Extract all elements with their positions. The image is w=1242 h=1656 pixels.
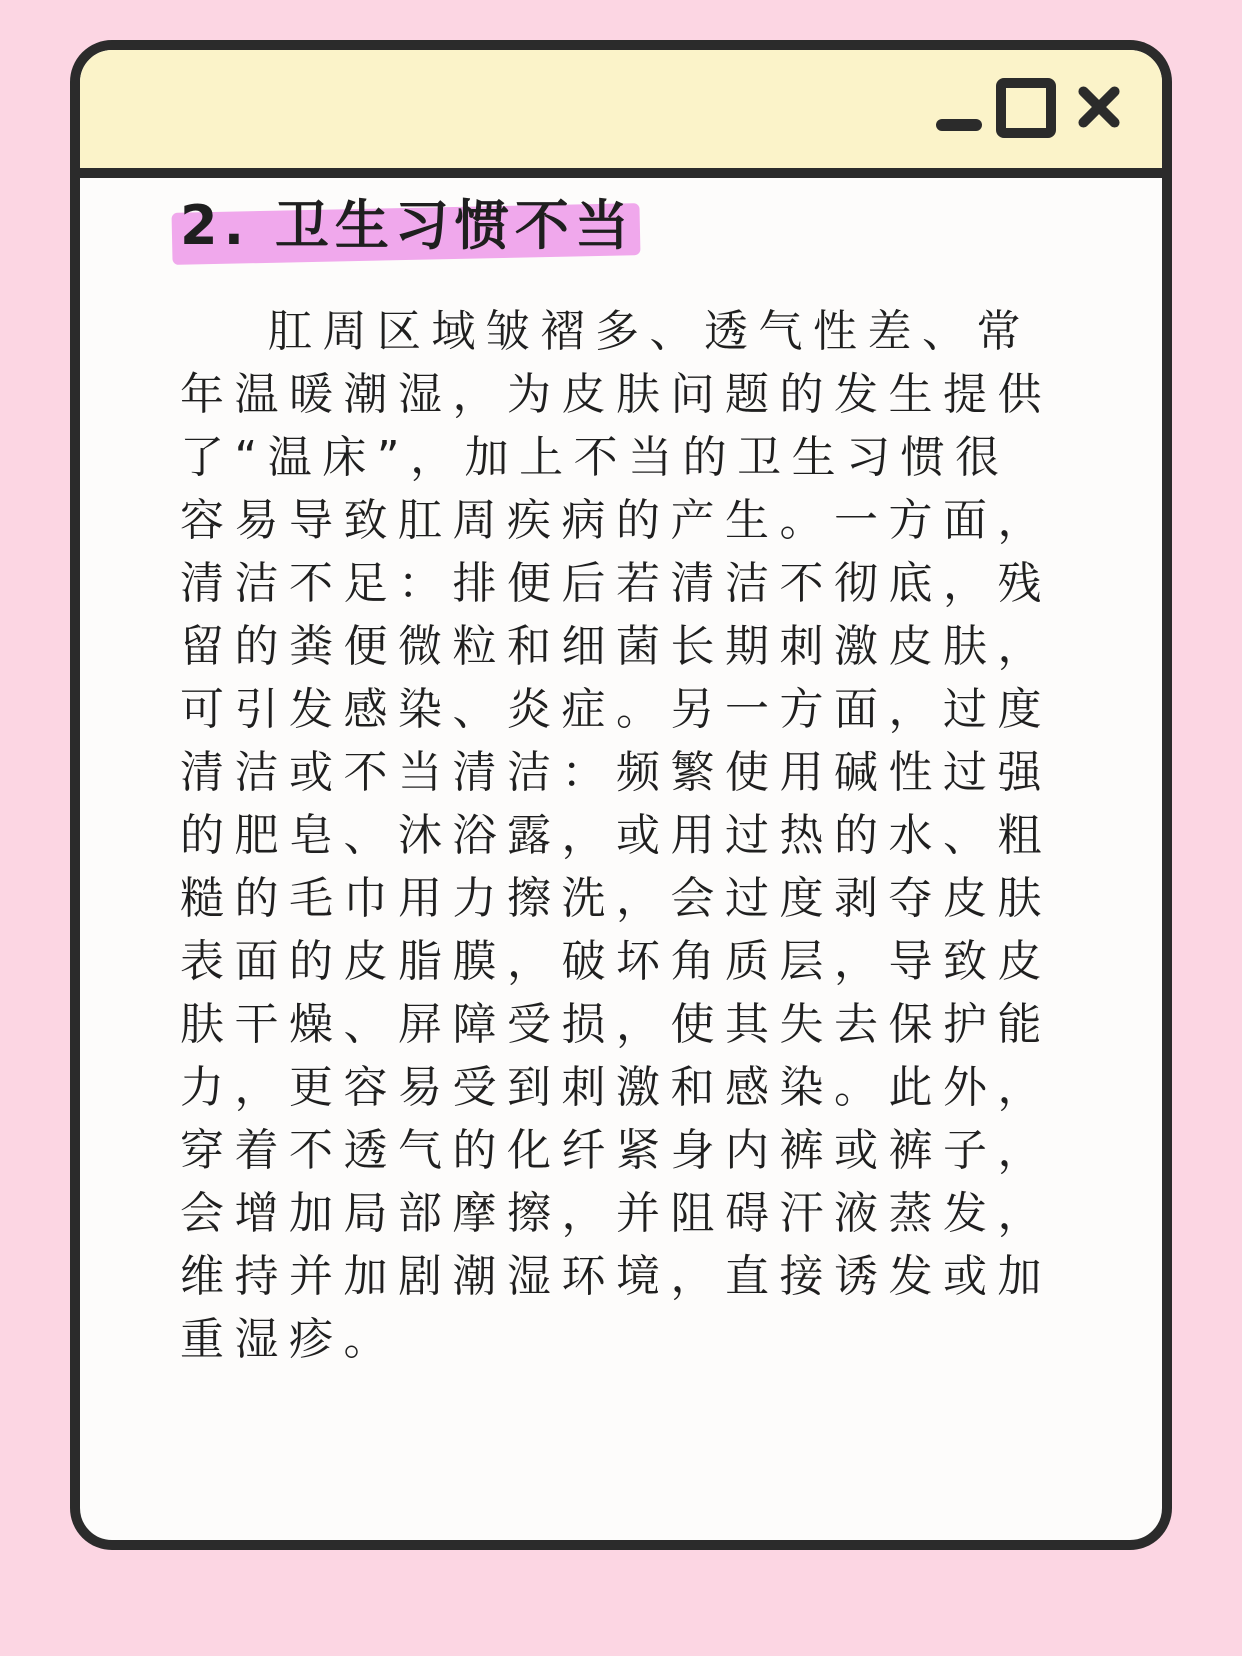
section-heading: 2. 卫生习惯不当 (180, 194, 635, 257)
content-area (180, 190, 1060, 1371)
window-frame (70, 40, 1172, 1550)
maximize-icon[interactable] (996, 78, 1056, 138)
section-paragraph: 肛周区域皱褶多、透气性差、常年温暖潮湿，为皮肤问题的发生提供了“温床”，加上不当的卫生习惯很容易导致肛周疾病的产生。一方面，清洁不足：排便后若清洁不彻底，残留的粪便微粒和细菌长期刺激皮肤，可引发感染、炎症。另一方面，过度清洁或不当清洁：频繁使用碱性过强的肥皂、沐浴露，或用过热的水、粗糙的毛巾用力擦洗，会过度剥夺皮肤表面的皮脂膜，破坏角质层，导致皮肤干燥、屏障受损，使其失去保护能力，更容易受到刺激和感染。此外，穿着不透气的化纤紧身内裤或裤子，会增加局部摩擦，并阻碍汗液蒸发，维持并加剧潮湿环境，直接诱发或加重湿疹。 (180, 306, 1052, 1365)
window-controls (936, 78, 1126, 138)
minimize-icon[interactable] (936, 119, 982, 131)
close-icon[interactable] (1070, 80, 1126, 136)
heading-block (172, 190, 635, 262)
title-bar (80, 50, 1162, 178)
